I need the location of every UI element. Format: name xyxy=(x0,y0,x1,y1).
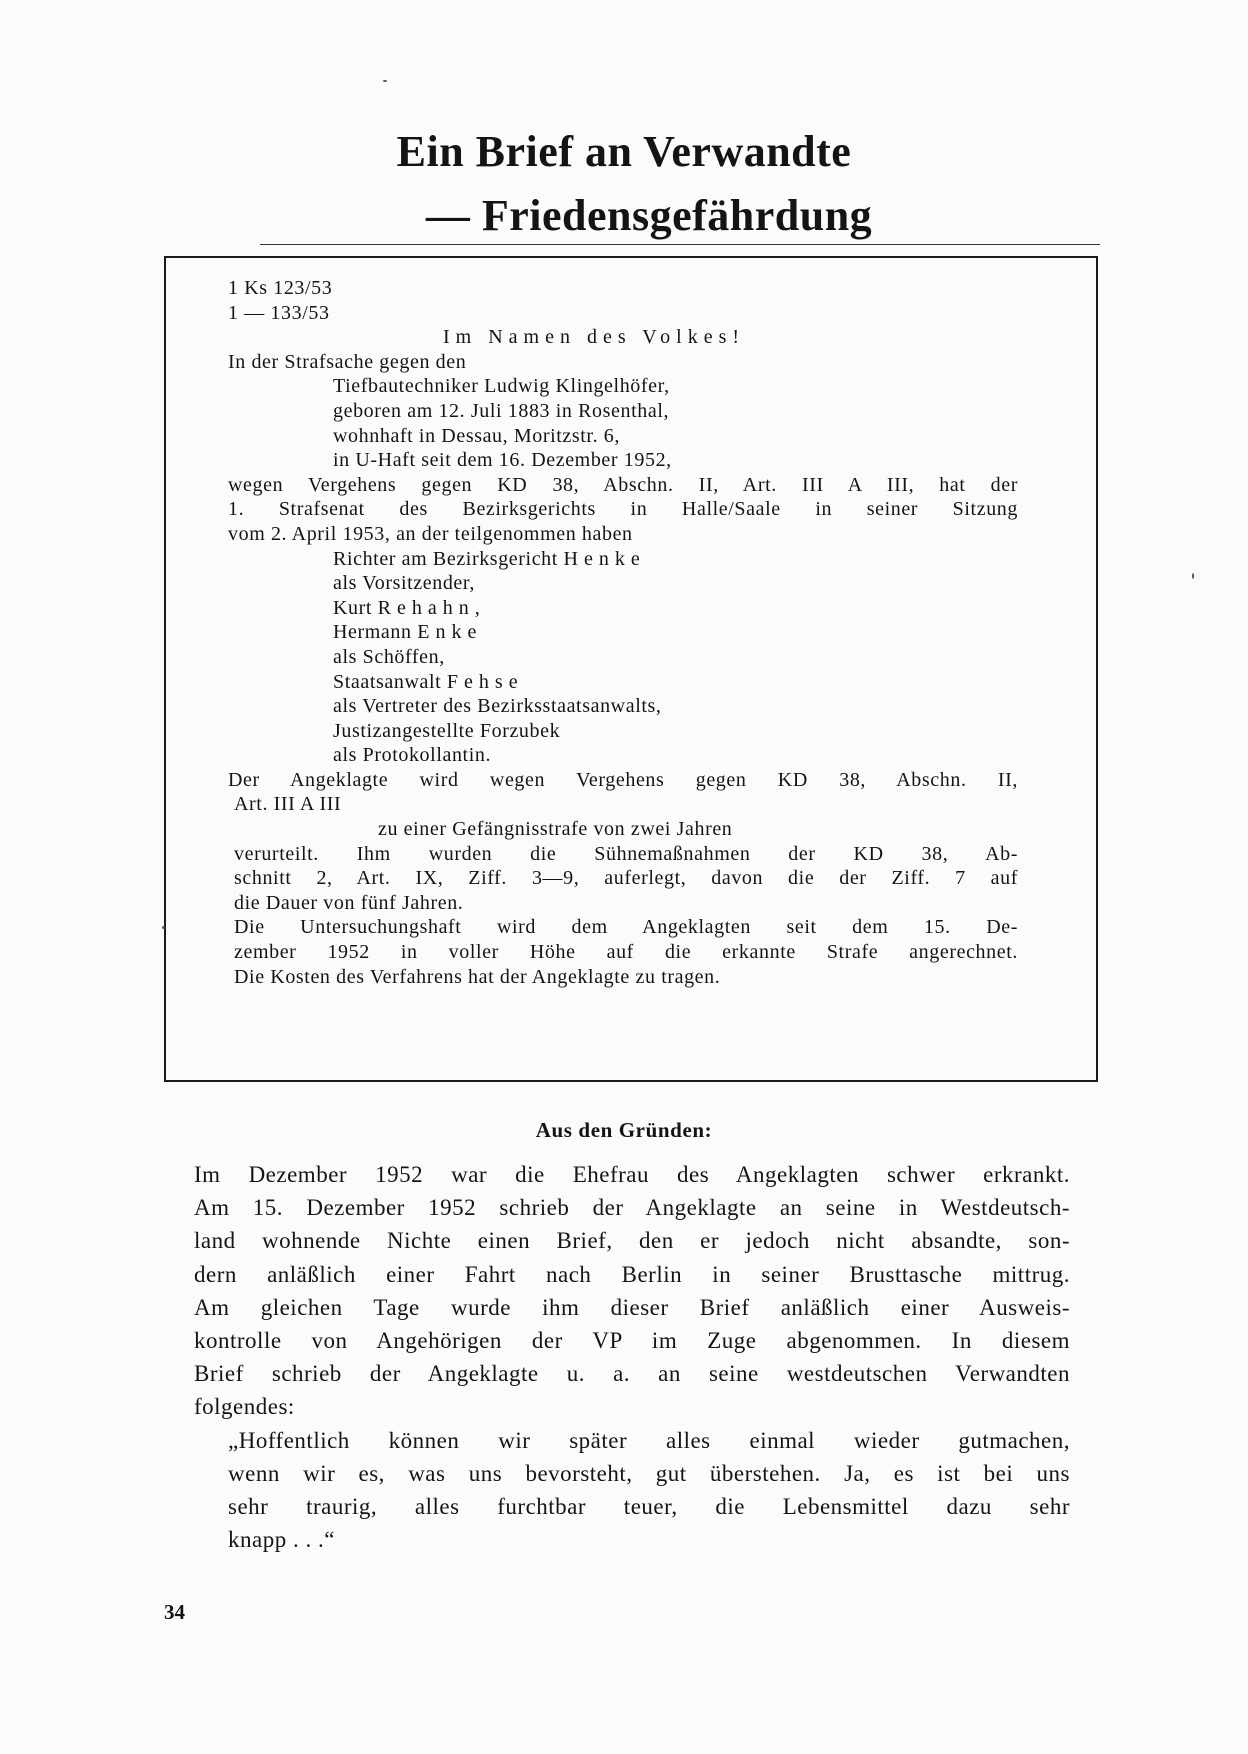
title-line-2: — Friedensgefährdung xyxy=(425,191,873,240)
frame-top-rule xyxy=(260,244,1100,245)
reasons-line: folgendes: xyxy=(194,1394,295,1420)
case-number: 1 Ks 123/53 xyxy=(228,277,333,299)
reasons-line: kontrolle von Angehörigen der VP im Zuge abgenommen. In diesem xyxy=(194,1328,1070,1354)
verdict-line: 1. Strafsenat des Bezirksgerichts in Halle/Saale in seiner Sitzung xyxy=(228,498,1018,521)
scan-speck xyxy=(1192,573,1194,579)
reasons-line: Am gleichen Tage wurde ihm dieser Brief anläßlich einer Ausweis- xyxy=(194,1294,1070,1320)
verdict-line: verurteilt. Ihm wurden die Sühnemaßnahmen der KD 38, Ab- xyxy=(234,842,1018,865)
case-number: 1 — 133/53 xyxy=(228,301,330,324)
verdict-line: Die Untersuchungshaft wird dem Angeklagten seit dem 15. De- xyxy=(234,916,1018,939)
title-line-1: Ein Brief an Verwandte xyxy=(396,127,852,176)
reasons-line: dern anläßlich einer Fahrt nach Berlin in seiner Brusttasche mittrug. xyxy=(194,1261,1070,1287)
verdict-line: zember 1952 in voller Höhe auf die erkannte Strafe angerechnet. xyxy=(234,941,1018,964)
document-title xyxy=(0,120,1248,248)
verdict-line: zu einer Gefängnisstrafe von zwei Jahren xyxy=(378,818,733,841)
quote-line: „Hoffentlich können wir später alles einmal wieder gutmachen, xyxy=(228,1427,1070,1453)
verdict-line: Der Angeklagte wird wegen Vergehens gegen KD 38, Abschn. II, xyxy=(228,768,1018,791)
verdict-line: Die Kosten des Verfahrens hat der Angeklagte zu tragen. xyxy=(234,965,721,988)
verdict-line: geboren am 12. Juli 1883 in Rosenthal, xyxy=(333,399,670,422)
quote-line: knapp . . .“ xyxy=(228,1527,335,1553)
verdict-line: als Vertreter des Bezirksstaatsanwalts, xyxy=(333,695,662,718)
reasons-heading: Aus den Gründen: xyxy=(535,1118,713,1142)
verdict-line: wohnhaft in Dessau, Moritzstr. 6, xyxy=(333,424,620,447)
verdict-line: Richter am Bezirksgericht Henke xyxy=(333,547,646,570)
verdict-line: Tiefbautechniker Ludwig Klingelhöfer, xyxy=(333,375,670,398)
reasons-text xyxy=(194,1158,1070,1556)
verdict-line: Hermann Enke xyxy=(333,621,483,644)
reasons-line: land wohnende Nichte einen Brief, den er jedoch nicht absandte, son- xyxy=(194,1228,1070,1254)
verdict-line: vom 2. April 1953, an der teilgenommen haben xyxy=(228,522,633,545)
verdict-line: Kurt Rehahn, xyxy=(333,596,486,619)
verdict-line: schnitt 2, Art. IX, Ziff. 3—9, auferlegt, davon die der Ziff. 7 auf xyxy=(234,867,1018,890)
verdict-line: In der Strafsache gegen den xyxy=(228,350,467,373)
verdict-line: wegen Vergehens gegen KD 38, Abschn. II, Art. III A III, hat der xyxy=(228,473,1018,496)
scan-speck xyxy=(383,80,387,82)
verdict-line: Art. III A III xyxy=(234,793,342,816)
verdict-line: als Vorsitzender, xyxy=(333,572,475,595)
scan-speck xyxy=(162,926,165,929)
quote-line: wenn wir es, was uns bevorsteht, gut überstehen. Ja, es ist bei uns xyxy=(228,1460,1070,1486)
reasons-line: Am 15. Dezember 1952 schrieb der Angeklagte an seine in Westdeutsch- xyxy=(194,1195,1070,1221)
verdict-line: die Dauer von fünf Jahren. xyxy=(234,891,464,914)
verdict-line: in U-Haft seit dem 16. Dezember 1952, xyxy=(333,449,672,472)
reasons-line: Brief schrieb der Angeklagte u. a. an seine westdeutschen Verwandten xyxy=(194,1361,1070,1387)
reasons-line: Im Dezember 1952 war die Ehefrau des Angeklagten schwer erkrankt. xyxy=(194,1162,1070,1187)
quote-line: sehr traurig, alles furchtbar teuer, die Lebensmittel dazu sehr xyxy=(228,1494,1070,1520)
verdict-line: als Protokollantin. xyxy=(333,744,492,767)
verdict-line: Staatsanwalt Fehse xyxy=(333,670,524,693)
verdict-text xyxy=(228,276,1018,989)
verdict-heading: Im Namen des Volkes! xyxy=(443,326,746,349)
page-number: 34 xyxy=(164,1600,185,1624)
verdict-line: als Schöffen, xyxy=(333,645,445,668)
verdict-line: Justizangestellte Forzubek xyxy=(333,719,561,742)
